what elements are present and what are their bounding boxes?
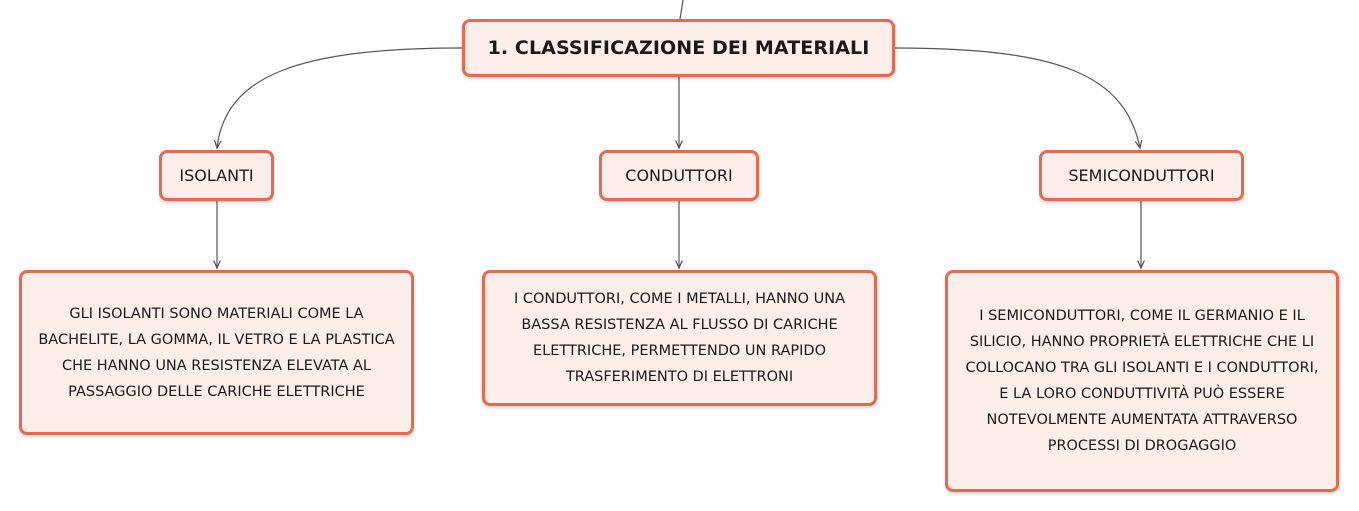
connector-root-isolanti (217, 48, 462, 148)
branch-node-conduttori[interactable] (599, 150, 759, 201)
description-node-conduttori[interactable] (482, 270, 877, 406)
description-text: I SEMICONDUTTORI, COME IL GERMANIO E IL SILICIO, HANNO PROPRIETÀ ELETTRICHE CHE LI COLLOCANO TRA GLI ISOLANTI E I CONDUTTORI, E LA LORO CONDUTTIVITÀ PUÒ ESSERE NOTEVOLMENTE AUMENTATA ATTRAVERSO PROCESSI DI DROGAGGIO (965, 308, 1319, 454)
incoming-connector (680, 0, 683, 19)
branch-node-label: SEMICONDUTTORI (1068, 166, 1215, 185)
branch-node-semiconduttori[interactable] (1039, 150, 1244, 201)
description-node-semiconduttori[interactable] (945, 270, 1339, 492)
description-text: GLI ISOLANTI SONO MATERIALI COME LA BACHELITE, LA GOMMA, IL VETRO E LA PLASTICA CHE HANNO UNA RESISTENZA ELEVATA AL PASSAGGIO DELLE CARICHE ELETTRICHE (38, 305, 395, 400)
branch-node-isolanti[interactable] (159, 150, 274, 201)
root-node[interactable] (462, 19, 895, 77)
description-node-isolanti[interactable] (19, 270, 414, 435)
root-node-label: 1. CLASSIFICAZIONE DEI MATERIALI (487, 37, 870, 59)
description-text: I CONDUTTORI, COME I METALLI, HANNO UNA BASSA RESISTENZA AL FLUSSO DI CARICHE ELETTRICHE, PERMETTENDO UN RAPIDO TRASFERIMENTO DI ELETTRONI (513, 291, 846, 385)
branch-node-label: CONDUTTORI (625, 166, 733, 185)
connector-root-semiconduttori (895, 48, 1140, 148)
branch-node-label: ISOLANTI (179, 166, 254, 185)
